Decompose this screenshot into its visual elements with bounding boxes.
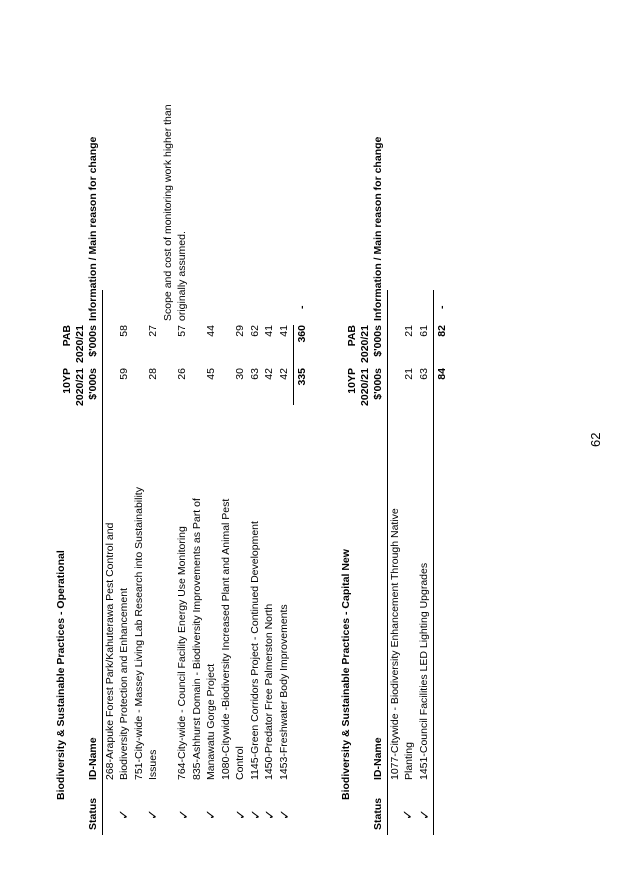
capital-ltp-header-l3: $'000s [372,368,384,400]
status-check-icon: ✓ [417,809,432,820]
operational-total-ltp: 335 [296,368,308,386]
row-name-line1: 268-Arapuke Forest Park/Kahuterawa Pest Control and [104,522,116,780]
row-info-line1: Scope and cost of monitoring work higher than [162,104,174,321]
operational-total-rule [293,325,294,405]
operational-ltp-header-l3: $'000s [87,368,99,400]
row-name-line1: 1453-Freshwater Body Improvements [278,604,290,780]
status-check-icon: ✓ [248,809,263,820]
capital-ltp-header-l2: 2020/21 [359,368,371,406]
operational-idname-header: ID-Name [87,737,99,780]
row-ltp-value: 45 [205,368,217,380]
capital-pab-header-l2: 2020/21 [359,325,371,363]
row-name-line2: Manawatu Gorge Project [205,663,217,780]
capital-total-rule [433,290,434,835]
status-check-icon: ✓ [145,809,160,820]
page-number: 62 [588,432,603,447]
row-pab-value: 57 [176,325,188,337]
status-check-icon: ✓ [262,809,277,820]
row-name-line1: 835-Ashhurst Domain - Biodiversity Improvements as Part of [191,498,203,780]
operational-total-pab: 360 [296,325,308,343]
capital-total-info: - [436,305,448,309]
row-pab-value: 27 [147,325,159,337]
capital-pab-header-l1: PAB [346,325,358,347]
capital-idname-header: ID-Name [372,737,384,780]
operational-info-header: Information / Main reason for change [87,136,99,321]
capital-pab-header-l3: $'000s [372,325,384,357]
operational-status-header: Status [87,797,99,830]
capital-info-header: Information / Main reason for change [372,136,384,321]
status-check-icon: ✓ [233,809,248,820]
status-check-icon: ✓ [176,809,191,820]
row-name-line2: Issues [147,749,159,780]
row-name-line2: Planting [403,742,415,780]
row-ltp-value: 28 [147,368,159,380]
row-pab-value: 29 [234,325,246,337]
row-ltp-value: 63 [249,368,261,380]
row-pab-value: 41 [263,325,275,337]
row-name-line1: 764-City-wide - Council Facility Energy Use Monitoring [176,526,188,780]
row-name-line1: 1145-Green Corridors Project - Continued Development [249,521,261,780]
operational-ltp-header-l1: 10YP [61,368,73,394]
row-name-line1: 1451-Council Facilities LED Lighting Upgrades [418,562,430,780]
capital-ltp-header-l1: 10YP [346,368,358,394]
row-pab-value: 44 [205,325,217,337]
operational-pab-header-l1: PAB [61,325,73,347]
row-pab-value: 41 [278,325,290,337]
row-pab-value: 61 [418,325,430,337]
operational-section-title: Biodiversity & Sustainable Practices - Operational [55,550,67,800]
row-name-line2: Control [234,746,246,780]
row-name-line2: Biodiversity Protection and Enhancement [118,587,130,780]
status-check-icon: ✓ [400,809,415,820]
operational-ltp-header-l2: 2020/21 [74,368,86,406]
row-ltp-value: 63 [418,368,430,380]
capital-total-ltp: 84 [436,368,448,380]
row-info-line2: originally assumed. [176,231,188,321]
operational-total-info: - [296,305,308,309]
row-ltp-value: 59 [118,368,130,380]
operational-pab-header-l3: $'000s [87,325,99,357]
row-name-line1: 1077-Citywide - Biodiversity Enhancement Through Native [389,508,401,780]
capital-status-header: Status [372,797,384,830]
operational-pab-header-l2: 2020/21 [74,325,86,363]
status-check-icon: ✓ [203,809,218,820]
row-ltp-value: 42 [278,368,290,380]
operational-header-rule [102,290,103,835]
row-pab-value: 21 [403,325,415,337]
row-pab-value: 58 [118,325,130,337]
status-check-icon: ✓ [116,809,131,820]
row-pab-value: 62 [249,325,261,337]
status-check-icon: ✓ [277,809,292,820]
row-ltp-value: 42 [263,368,275,380]
row-name-line1: 1080-Citywide -Biodiversity Increased Plant and Animal Pest [220,498,232,780]
capital-section-title: Biodiversity & Sustainable Practices - Capital New [340,549,352,800]
capital-total-pab: 82 [436,325,448,337]
row-ltp-value: 21 [403,368,415,380]
row-ltp-value: 26 [176,368,188,380]
row-name-line1: 751-City-wide - Massey Living Lab Research into Sustainability [133,487,145,780]
capital-header-rule [387,290,388,835]
row-ltp-value: 30 [234,368,246,380]
row-name-line1: 1450-Predator Free Palmerston North [263,603,275,780]
